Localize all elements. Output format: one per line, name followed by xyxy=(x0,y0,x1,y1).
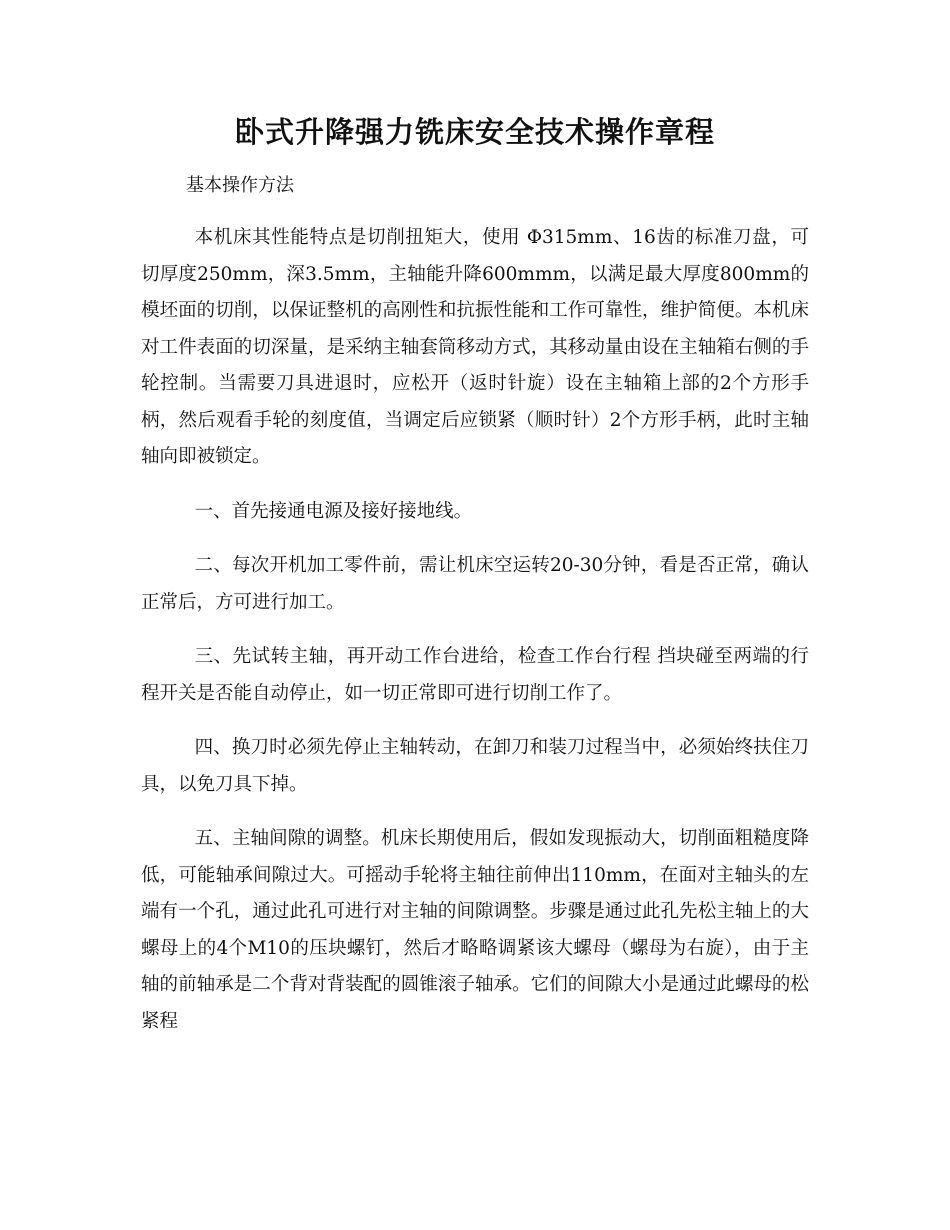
section-subheading: 基本操作方法 xyxy=(186,175,294,196)
document-body xyxy=(141,220,809,1058)
paragraph-step-5: 五、主轴间隙的调整。机床长期使用后，假如发现振动大，切削面粗糙度降低，可能轴承间隙过大。可摇动手轮将主轴往前伸出110mm，在面对主轴头的左端有一个孔，通过此孔可进行对主轴的间隙调整。步骤是通过此孔先松主轴上的大螺母上的4个M10的压块螺钉，然后才略略调紧该大螺母（螺母为右旋），由于主轴的前轴承是二个背对背装配的圆锥滚子轴承。它们的间隙大小是通过此螺母的松紧程 xyxy=(141,828,809,1032)
paragraph-intro: 本机床其性能特点是切削扭矩大，使用 Φ315mm、16齿的标准刀盘，可切厚度250mm，深3.5mm，主轴能升降600mmm，以满足最大厚度800mm的模坯面的切削，以保证整机的高刚性和抗振性能和工作可靠性，维护简便。本机床对工件表面的切深量，是采纳主轴套筒移动方式，其移动量由设在主轴箱右侧的手轮控制。当需要刀具进退时，应松开（返时针旋）设在主轴箱上部的2个方形手柄，然后观看手轮的刻度值，当调定后应锁紧（顺时针）2个方形手柄，此时主轴轴向即被锁定。 xyxy=(141,227,809,467)
paragraph-step-4: 四、换刀时必须先停止主轴转动，在卸刀和装刀过程当中，必须始终扶住刀具，以免刀具下掉。 xyxy=(141,737,809,795)
paragraph-step-1: 一、首先接通电源及接好接地线。 xyxy=(194,500,473,522)
paragraph-step-2: 二、每次开机加工零件前，需让机床空运转20-30分钟，看是否正常，确认正常后，方可进行加工。 xyxy=(141,555,809,613)
paragraph-step-3: 三、先试转主轴，再开动工作台进给，检查工作台行程 挡块碰至两端的行程开关是否能自动停止，如一切正常即可进行切削工作了。 xyxy=(141,646,809,704)
document-title: 卧式升降强力铣床安全技术操作章程 xyxy=(234,115,715,149)
